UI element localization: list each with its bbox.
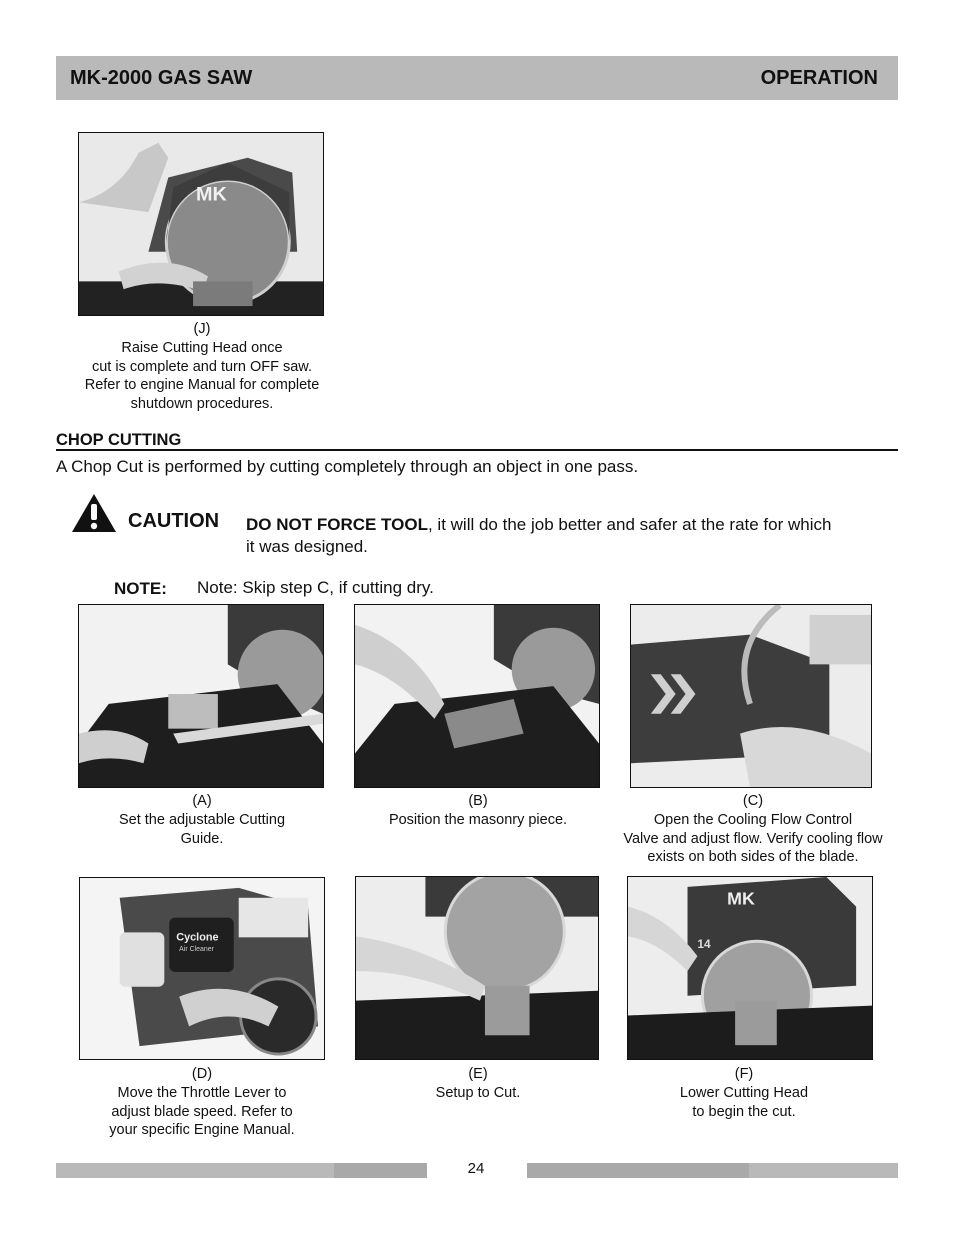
caption-line: Raise Cutting Head once (121, 339, 283, 356)
page-number: 24 (467, 1160, 485, 1177)
photo-step-j (78, 132, 324, 316)
photo-step-f (627, 876, 873, 1060)
caption-letter: (E) (468, 1066, 488, 1082)
footer-bar-right (527, 1163, 898, 1178)
caution-line2: it was designed. (246, 537, 368, 556)
caution-bold: DO NOT FORCE TOOL (246, 515, 428, 534)
page-header (56, 56, 898, 100)
caption-line: Guide. (180, 830, 224, 847)
svg-text:Cyclone: Cyclone (176, 931, 219, 944)
svg-text:MK: MK (727, 888, 755, 909)
caption-step-f (604, 1065, 884, 1121)
caption-letter: (D) (191, 1066, 213, 1082)
caption-line: shutdown procedures. (130, 396, 274, 413)
caution-line1: , it will do the job better and safer at the rate for which (427, 515, 832, 534)
caption-line: Open the Cooling Flow Control (653, 811, 853, 828)
caption-line: Lower Cutting Head (679, 1084, 809, 1101)
photo-step-c (630, 604, 872, 788)
caption-letter: (A) (192, 793, 212, 809)
caption-line: Refer to engine Manual for complete (84, 377, 320, 394)
photo-step-a (78, 604, 324, 788)
caption-step-a (62, 792, 342, 848)
svg-text:MK: MK (196, 183, 227, 206)
header-left-title: MK-2000 GAS SAW (70, 66, 253, 89)
caption-letter: (C) (742, 793, 764, 809)
svg-text:Air Cleaner: Air Cleaner (179, 946, 214, 954)
caution-label: CAUTION (128, 510, 220, 532)
caption-line: Valve and adjust flow. Verify cooling flow (623, 830, 883, 847)
photo-step-b (354, 604, 600, 788)
caption-line: Move the Throttle Lever to (117, 1084, 287, 1101)
caption-line: Set the adjustable Cutting (118, 811, 286, 828)
header-right-title: OPERATION (760, 66, 878, 89)
caption-line: your specific Engine Manual. (109, 1122, 295, 1139)
svg-text:14: 14 (697, 937, 711, 952)
caption-line: Position the masonry piece. (388, 811, 568, 828)
caution-text (246, 514, 906, 558)
caption-line: adjust blade speed. Refer to (111, 1103, 293, 1120)
note-text: Note: Skip step C, if cutting dry. (197, 578, 434, 597)
caption-line: Setup to Cut. (435, 1084, 521, 1101)
footer-bar-left (56, 1163, 427, 1178)
warning-triangle-icon (70, 492, 118, 534)
section-intro: A Chop Cut is performed by cutting completely through an object in one pass. (56, 457, 639, 476)
section-title: CHOP CUTTING (56, 430, 898, 451)
caption-step-c (604, 792, 902, 867)
caption-step-e (338, 1065, 618, 1103)
photo-step-d (79, 877, 325, 1060)
photo-step-e (355, 876, 599, 1060)
note-label: NOTE: (114, 579, 167, 598)
caption-line: exists on both sides of the blade. (647, 849, 859, 866)
caption-step-d (62, 1065, 342, 1140)
caption-step-j (62, 320, 342, 414)
caption-step-b (338, 792, 618, 830)
caption-line: to begin the cut. (692, 1103, 796, 1120)
caption-letter: (F) (734, 1066, 754, 1082)
caption-letter: (B) (468, 793, 488, 809)
caption-letter: (J) (193, 321, 211, 337)
caption-line: cut is complete and turn OFF saw. (91, 358, 312, 375)
